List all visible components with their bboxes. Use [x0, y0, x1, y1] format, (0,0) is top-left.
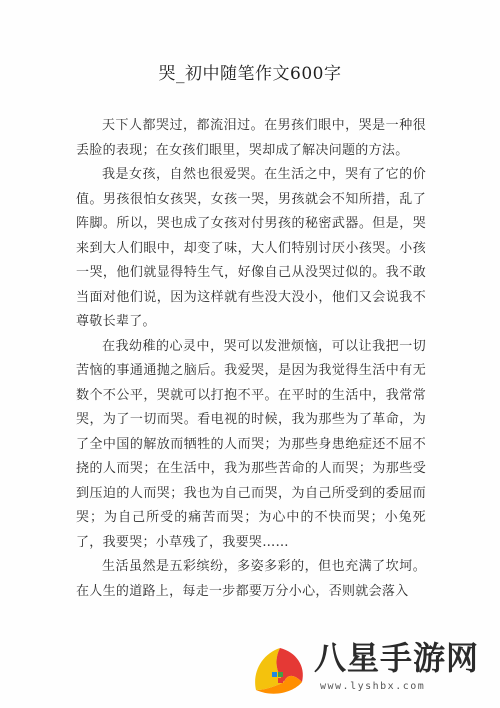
paragraph-3: 在我幼稚的心灵中，哭可以发泄烦恼，可以让我把一切苦恼的事通通抛之脑后。我爱哭，是因为我觉得生活中有无数个不公平，哭就可以打抱不平。在平时的生活中，我常常哭，为了一切而哭。看电视的时候，我为那些为了革命，为了全中国的解放而牺牲的人而哭；为那些身患绝症还不屈不挠的人而哭；在生活中，我为那些苦命的人而哭；为那些受到压迫的人而哭；我也为自己而哭，为自己所受到的委屈而哭；为自己所受的痛苦而哭；为心中的不快而哭；小兔死了，我要哭；小草残了，我要哭……: [76, 338, 426, 550]
page-title: 哭_初中随笔作文600字: [158, 64, 342, 84]
brand-logo-icon: [248, 642, 310, 698]
watermark: [248, 636, 498, 702]
watermark-brand: 八星手游网: [314, 639, 480, 677]
watermark-url: www.lyshbx.com: [320, 681, 426, 692]
paragraph-4: 生活虽然是五彩缤纷，多姿多彩的，但也充满了坎坷。在人生的道路上，每走一步都要万分小心，否则就会落入: [76, 559, 426, 599]
article-body: [76, 114, 426, 604]
paragraph-2: 我是女孩，自然也很爱哭。在生活之中，哭有了它的价值。男孩很怕女孩哭，女孩一哭，男孩就会不知所措，乱了阵脚。所以，哭也成了女孩对付男孩的秘密武器。但是，哭来到大人们眼中，却变了味，大人们特别讨厌小孩哭。小孩一哭，他们就显得特生气，好像自己从没哭过似的。我不敢当面对他们说，因为这样就有些没大没小，他们又会说我不尊敬长辈了。: [76, 167, 426, 329]
paragraph-1: 天下人都哭过，都流泪过。在男孩们眼中，哭是一种很丢脸的表现；在女孩们眼里，哭却成了解决问题的方法。: [76, 118, 426, 158]
